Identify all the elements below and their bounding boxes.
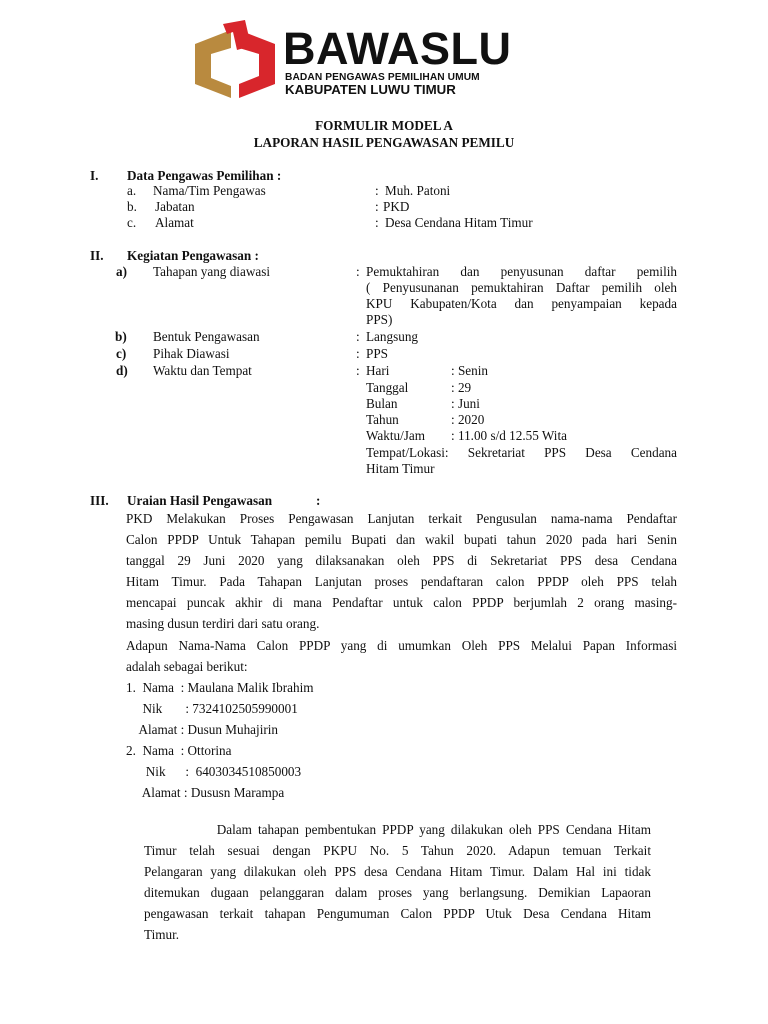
paragraph-line: tanggal 29 Juni 2020 yang dilaksanakan oleh PPS di Sekretariat PPS desa Cendana (126, 553, 677, 568)
section-3-heading: Uraian Hasil Pengawasan (127, 493, 273, 508)
paragraph-line: Hitam Timur. Pada Tahapan Lanjutan proses pendaftaran calon PPDP oleh PPS telah (126, 574, 677, 589)
s2-a-value-line: KPU Kabupaten/Kota dan penyampaian kepada (366, 296, 677, 311)
s2-d-tempat-line: Tempat/Lokasi: Sekretariat PPS Desa Cendana (366, 445, 677, 460)
s2-a-value-line: ( Penyusunanan pemuktahiran Daftar pemilih oleh (366, 280, 677, 295)
s2-d-tahun-value: : 2020 (451, 412, 485, 427)
s1-a-label: Nama/Tim Pengawas (153, 183, 266, 198)
list-item: Nik : 6403034510850003 (126, 764, 302, 779)
paragraph-line: Adapun Nama-Nama Calon PPDP yang di umumkan Oleh PPS Melalui Papan Informasi (126, 638, 677, 653)
s1-b-value: PKD (383, 199, 410, 214)
paragraph-line: masing dusun terdiri dari satu orang. (126, 616, 320, 631)
list-item: 1. Nama : Maulana Malik Ibrahim (126, 680, 314, 695)
s2-a-colon: : (356, 264, 360, 279)
s2-d-tempat-line: Hitam Timur (366, 461, 435, 476)
s2-a-label: Tahapan yang diawasi (153, 264, 270, 279)
s1-a-value: Muh. Patoni (385, 183, 451, 198)
section-1-heading: Data Pengawas Pemilihan : (127, 168, 282, 183)
paragraph-line: Pelangaran yang dilakukan oleh PPS desa Cendana Hitam Timur. Dalam Hal ini tidak (144, 864, 651, 879)
s2-c-label: Pihak Diawasi (153, 346, 230, 361)
s1-a-letter: a. (127, 183, 137, 198)
s2-d-waktu-value: : 11.00 s/d 12.55 Wita (451, 428, 567, 443)
s2-d-tanggal-label: Tanggal (366, 380, 409, 395)
bawaslu-emblem-icon (193, 20, 277, 100)
s1-c-colon: : (375, 215, 379, 230)
section-1-number: I. (90, 168, 99, 183)
bawaslu-logo (193, 20, 545, 102)
s2-d-waktu-label: Waktu/Jam (366, 428, 426, 443)
paragraph-line: Timur telah sesuai dengan PKPU No. 5 Tahun 2020. Adapun temuan Terkait (144, 843, 651, 858)
section-2-heading: Kegiatan Pengawasan : (127, 248, 259, 263)
s1-c-label: Alamat (155, 215, 194, 230)
s2-d-hari-label: Hari (366, 363, 390, 378)
section-3-heading-colon: : (316, 493, 321, 508)
s2-c-colon: : (356, 346, 360, 361)
paragraph-line: Dalam tahapan pembentukan PPDP yang dilakukan oleh PPS Cendana Hitam (144, 822, 651, 837)
logo-wordmark: BAWASLU (283, 23, 512, 74)
s2-d-tahun-label: Tahun (366, 412, 399, 427)
s1-c-value: Desa Cendana Hitam Timur (385, 215, 533, 230)
s1-b-label: Jabatan (155, 199, 195, 214)
list-item: Alamat : Dususn Marampa (126, 785, 285, 800)
s2-d-tanggal-value: : 29 (451, 380, 472, 395)
paragraph-line: adalah sebagai berikut: (126, 659, 248, 674)
s2-c-value: PPS (366, 346, 389, 361)
s2-b-letter: b) (115, 329, 127, 344)
section-2-number: II. (90, 248, 104, 263)
paragraph-line: Calon PPDP Untuk Tahapan pemilu Bupati dan wakil bupati tahun 2020 pada hari Senin (126, 532, 677, 547)
logo-subtitle-2: KABUPATEN LUWU TIMUR (285, 82, 456, 97)
s2-a-letter: a) (116, 264, 127, 279)
s2-b-value: Langsung (366, 329, 419, 344)
list-item: Nik : 7324102505990001 (126, 701, 298, 716)
section-3-number: III. (90, 493, 109, 508)
form-subtitle: LAPORAN HASIL PENGAWASAN PEMILU (253, 135, 515, 150)
s2-d-bulan-value: : Juni (451, 396, 480, 411)
s2-c-letter: c) (116, 346, 127, 361)
paragraph-line: Timur. (144, 927, 180, 942)
s1-a-colon: : (375, 183, 379, 198)
s1-c-letter: c. (127, 215, 137, 230)
emblem-gold-shape (195, 30, 231, 98)
paragraph-line: PKD Melakukan Proses Pengawasan Lanjutan terkait Pengusulan nama-nama Pendaftar (126, 511, 677, 526)
paragraph-line: ditemukan dugaan pelanggaran dalam proses yang berlangsung. Demikian Lapaoran (144, 885, 651, 900)
logo-subtitle-1: BADAN PENGAWAS PEMILIHAN UMUM (285, 72, 480, 83)
s2-d-letter: d) (116, 363, 128, 378)
list-item: 2. Nama : Ottorina (126, 743, 232, 758)
s2-a-value-line: PPS) (366, 312, 393, 327)
s2-b-colon: : (356, 329, 360, 344)
s1-b-letter: b. (127, 199, 137, 214)
s2-b-label: Bentuk Pengawasan (153, 329, 260, 344)
s2-d-hari-value: : Senin (451, 363, 488, 378)
list-item: Alamat : Dusun Muhajirin (126, 722, 279, 737)
form-title: FORMULIR MODEL A (315, 118, 453, 133)
s2-d-label: Waktu dan Tempat (153, 363, 252, 378)
s2-d-bulan-label: Bulan (366, 396, 398, 411)
s1-b-colon: : (375, 199, 379, 214)
paragraph-line: pengawasan terkait tahapan Pengumuman Calon PPDP Utuk Desa Cendana Hitam (144, 906, 651, 921)
s2-d-colon: : (356, 363, 360, 378)
s2-a-value-line: Pemuktahiran dan penyusunan daftar pemilih (366, 264, 677, 279)
paragraph-line: mencapai puncak akhir di mana Pendaftar untuk calon PPDP berjumlah 2 orang masing- (126, 595, 677, 610)
